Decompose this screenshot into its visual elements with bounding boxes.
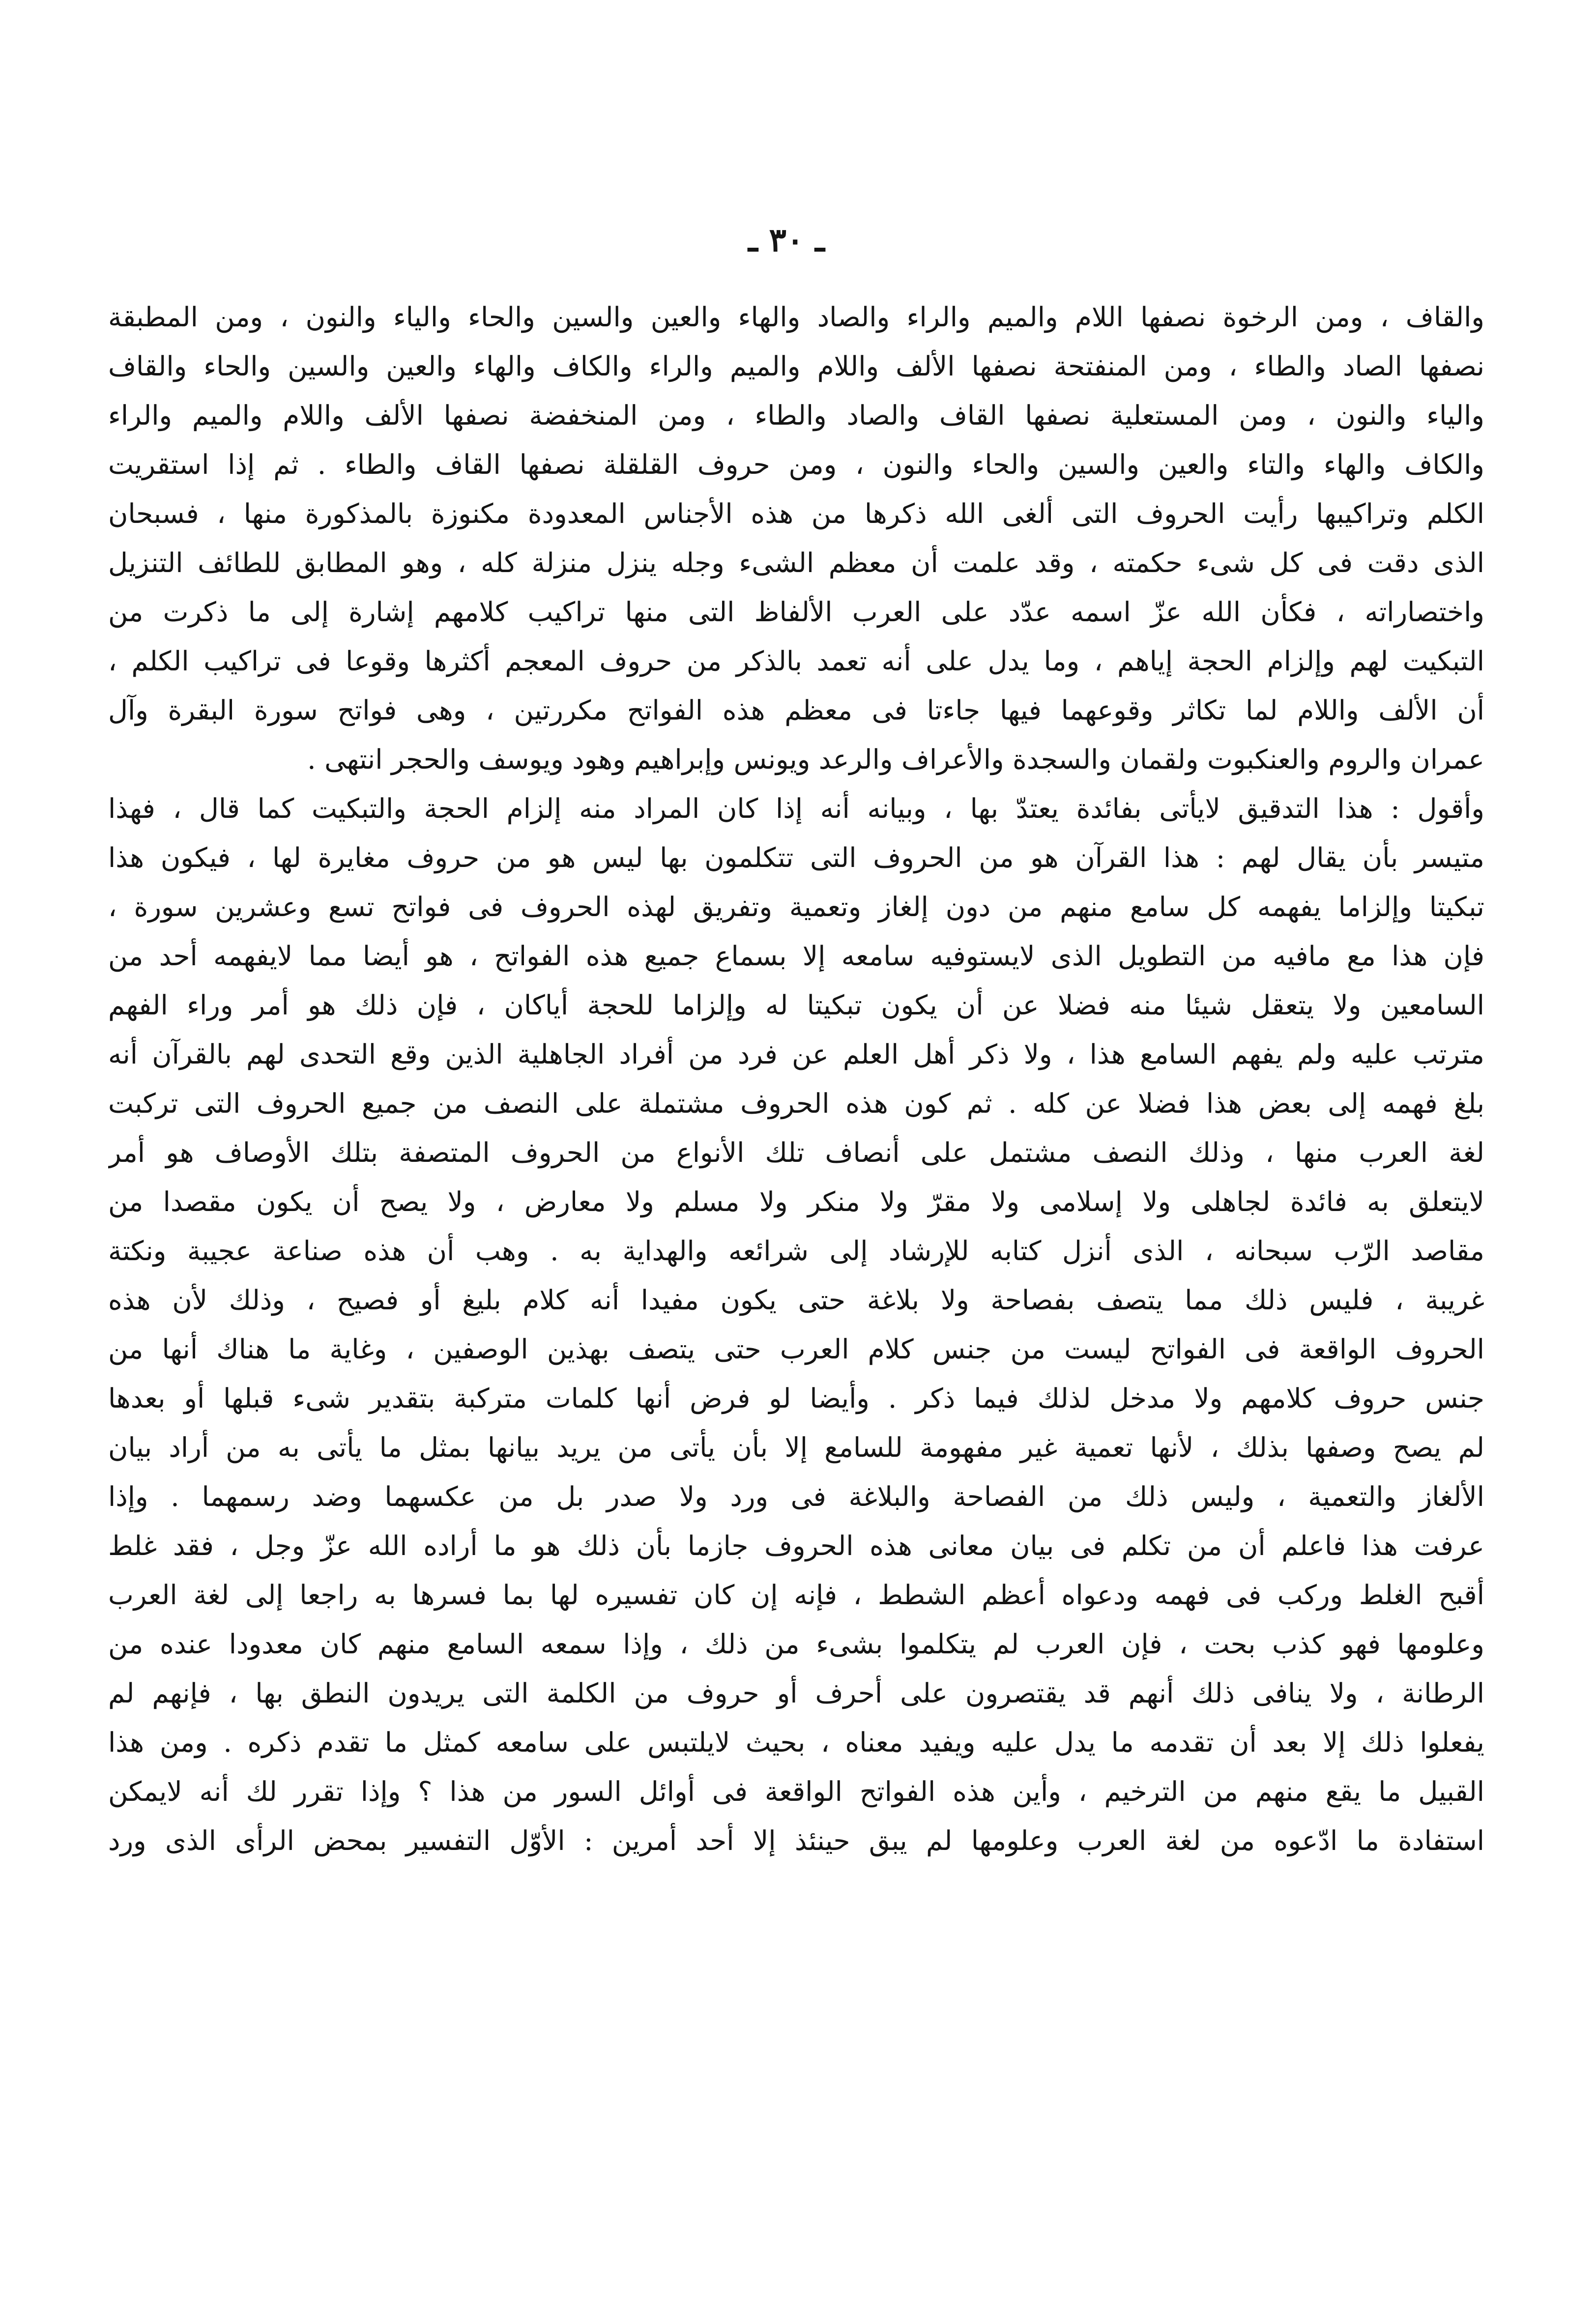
text-line: السامعين ولا يتعقل شيئا منه فضلا عن أن يكون تبكيتا له وإلزاما للحجة أياكان ، فإن ذلك هو أمر وراء الفهم — [108, 989, 1484, 1021]
text-line: مترتب عليه ولم يفهم السامع هذا ، ولا ذكر أهل العلم عن فرد من أفراد الجاهلية الذين وقع التحدى لهم بالقرآن أنه — [108, 1039, 1484, 1070]
text-line: يفعلوا ذلك إلا بعد أن تقدمه ما يدل عليه ويفيد معناه ، بحيث لايلتبس على سامعه كمثل ما تقدم ذكره . ومن هذا — [108, 1727, 1484, 1758]
text-line: لغة العرب منها ، وذلك النصف مشتمل على أنصاف تلك الأنواع من الحروف المتصفة بتلك الأوصاف هو أمر — [108, 1137, 1484, 1168]
text-line: متيسر بأن يقال لهم : هذا القرآن هو من الحروف التى تتكلمون بها ليس هو من حروف مغايرة لها ، فيكون هذا — [108, 842, 1484, 873]
text-line: الألغاز والتعمية ، وليس ذلك من الفصاحة والبلاغة فى ورد ولا صدر بل من عكسهما وضد رسمهما . وإذا — [108, 1481, 1484, 1512]
text-line: وعلومها فهو كذب بحت ، فإن العرب لم يتكلموا بشىء من ذلك ، وإذا سمعه السامع منهم كان معدودا عنده من — [108, 1628, 1484, 1660]
text-line: القبيل ما يقع منهم من الترخيم ، وأين هذه الفواتح الواقعة فى أوائل السور من هذا ؟ وإذا تقرر لك أنه لايمكن — [108, 1776, 1484, 1807]
text-line: أن الألف واللام لما تكاثر وقوعهما فيها جاءتا فى معظم هذه الفواتح مكررتين ، وهى فواتح سورة البقرة وآل — [108, 694, 1484, 726]
text-line: أقبح الغلط وركب فى فهمه ودعواه أعظم الشطط ، فإنه إن كان تفسيره لها بما فسرها به راجعا إلى لغة العرب — [108, 1579, 1484, 1611]
text-line: عرفت هذا فاعلم أن من تكلم فى بيان معانى هذه الحروف جازما بأن ذلك هو ما أراده الله عزّ وجل ، فقد غلط — [108, 1530, 1484, 1561]
text-line: الحروف الواقعة فى الفواتح ليست من جنس كلام العرب حتى يتصف بهذين الوصفين ، وغاية ما هناك أنها من — [108, 1333, 1484, 1365]
text-line: لم يصح وصفها بذلك ، لأنها تعمية غير مفهومة للسامع إلا بأن يأتى من يريد بيانها بمثل ما يأتى به من أراد بيان — [108, 1432, 1484, 1463]
text-line: تبكيتا وإلزاما يفهمه كل سامع منهم من دون إلغاز وتعمية وتفريق لهذه الحروف فى فواتح تسع وعشرين سورة ، — [108, 891, 1484, 923]
text-line: والكاف والهاء والتاء والعين والسين والحاء والنون ، ومن حروف القلقلة نصفها القاف والطاء . ثم إذا استقريت — [108, 449, 1484, 480]
text-line: والقاف ، ومن الرخوة نصفها اللام والميم والراء والصاد والهاء والعين والسين والحاء والياء والنون ، ومن المطبقة — [108, 301, 1484, 333]
body-text — [108, 292, 1484, 1865]
text-line: جنس حروف كلامهم ولا مدخل لذلك فيما ذكر . وأيضا لو فرض أنها كلمات متركبة بتقدير شىء قبلها أو بعدها — [108, 1383, 1484, 1414]
text-line: استفادة ما ادّعوه من لغة العرب وعلومها لم يبق حينئذ إلا أحد أمرين : الأوّل التفسير بمحض الرأى الذى ورد — [108, 1825, 1484, 1856]
text-line: الكلم وتراكيبها رأيت الحروف التى ألغى الله ذكرها من هذه الأجناس المعدودة مكنوزة بالمذكورة منها ، فسبحان — [108, 498, 1484, 529]
text-line: التبكيت لهم وإلزام الحجة إياهم ، وما يدل على أنه تعمد بالذكر من حروف المعجم أكثرها وقوعا فى تراكيب الكلم ، — [108, 645, 1484, 677]
page-number: ـ ٣٠ ـ — [748, 221, 825, 259]
text-line: وأقول : هذا التدقيق لايأتى بفائدة يعتدّ بها ، وبيانه أنه إذا كان المراد منه إلزام الحجة والتبكيت كما قال ، فهذا — [108, 793, 1484, 824]
text-line: فإن هذا مع مافيه من التطويل الذى لايستوفيه سامعه إلا بسماع جميع هذه الفواتح ، هو أيضا مما لايفهمه أحد من — [108, 940, 1484, 972]
text-line: مقاصد الرّب سبحانه ، الذى أنزل كتابه للإرشاد إلى شرائعه والهداية به . وهب أن هذه صناعة عجيبة ونكتة — [108, 1235, 1484, 1267]
text-line: عمران والروم والعنكبوت ولقمان والسجدة والأعراف والرعد ويونس وإبراهيم وهود ويوسف والحجر انتهى . — [307, 744, 1484, 775]
text-line: لايتعلق به فائدة لجاهلى ولا إسلامى ولا مقرّ ولا منكر ولا مسلم ولا معارض ، ولا يصح أن يكون مقصدا من — [108, 1186, 1484, 1217]
text-line: والياء والنون ، ومن المستعلية نصفها القاف والصاد والطاء ، ومن المنخفضة نصفها الألف واللام والميم والراء — [108, 400, 1484, 431]
text-line: الذى دقت فى كل شىء حكمته ، وقد علمت أن معظم الشىء وجله ينزل منزلة كله ، وهو المطابق للطائف التنزيل — [108, 547, 1484, 578]
text-line: واختصاراته ، فكأن الله عزّ اسمه عدّد على العرب الألفاظ التى منها تراكيب كلامهم إشارة إلى ما ذكرت من — [108, 596, 1484, 628]
text-line: غريبة ، فليس ذلك مما يتصف بفصاحة ولا بلاغة حتى يكون مفيدا أنه كلام بليغ أو فصيح ، وذلك لأن هذه — [108, 1284, 1484, 1316]
text-line: الرطانة ، ولا ينافى ذلك أنهم قد يقتصرون على أحرف أو حروف من الكلمة التى يريدون النطق بها ، فإنهم لم — [108, 1677, 1484, 1709]
text-line: بلغ فهمه إلى بعض هذا فضلا عن كله . ثم كون هذه الحروف مشتملة على النصف من جميع الحروف التى تركبت — [108, 1088, 1484, 1119]
text-line: نصفها الصاد والطاء ، ومن المنفتحة نصفها الألف واللام والميم والراء والكاف والهاء والعين والسين والحاء والقاف — [108, 350, 1484, 382]
